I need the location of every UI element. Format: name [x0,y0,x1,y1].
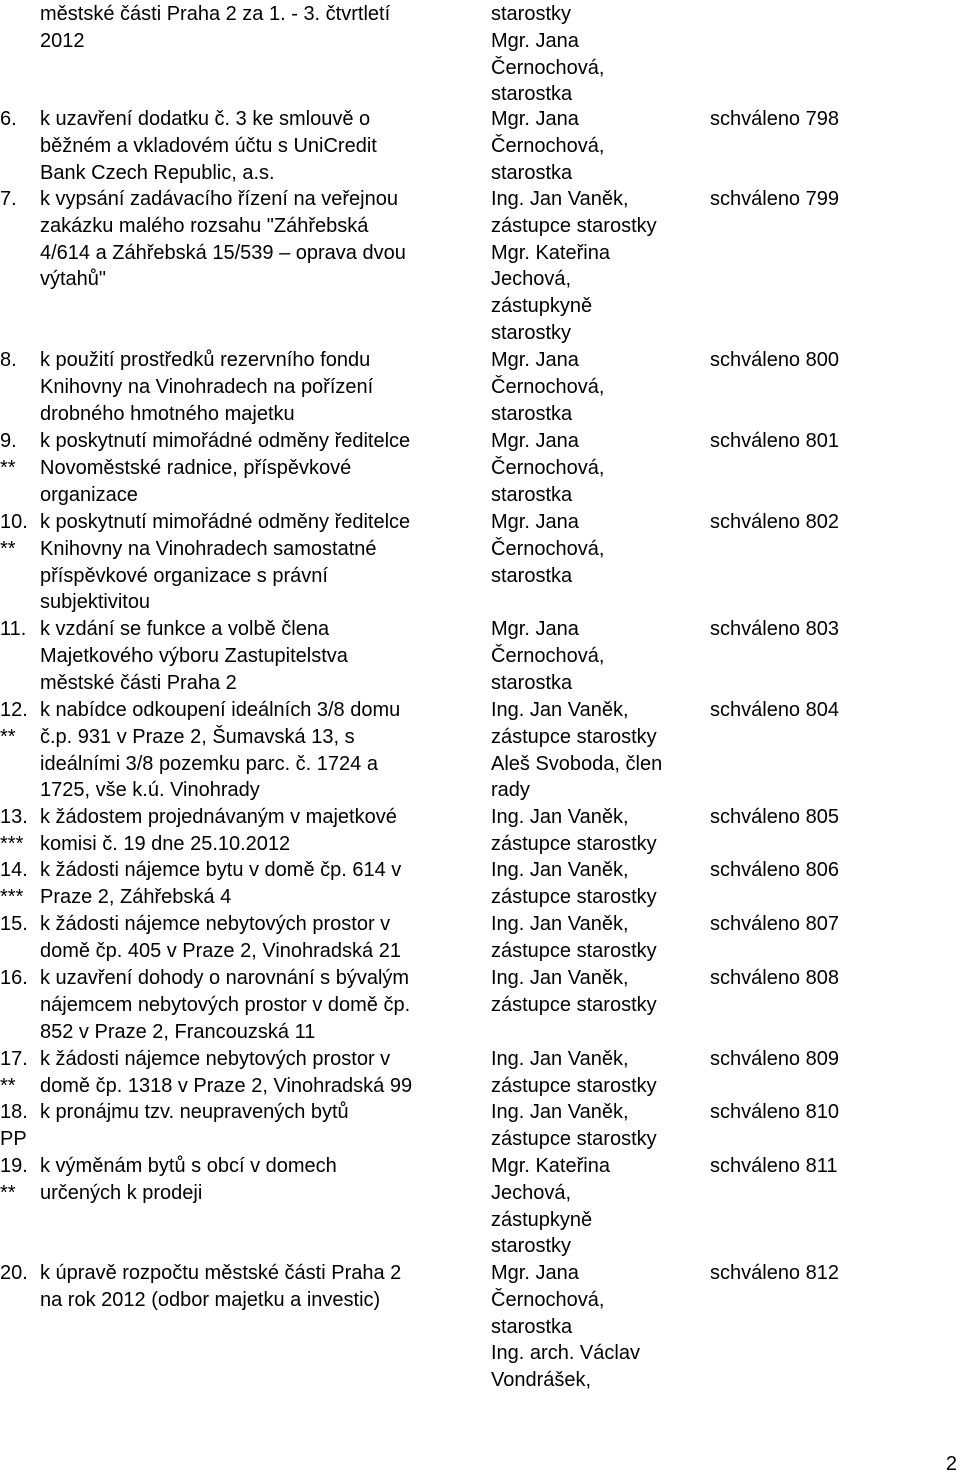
presenter-line: Ing. Jan Vaněk, [491,1048,629,1070]
page-number: 2 [945,1453,957,1475]
item-number [0,1046,40,1100]
presenter [491,804,701,858]
presenter [491,1260,701,1394]
presenter-line: zástupce starostky [491,993,657,1016]
resolution-result: schváleno 803 [710,618,839,640]
resolution-subject-line: domě čp. 405 v Praze 2, Vinohradská 21 [40,939,401,962]
presenter-line: starostka [491,83,573,106]
presenter-line: Mgr. Jana [491,349,579,371]
resolution-subject [40,1260,480,1314]
resolution-result: schváleno 802 [710,511,839,533]
resolution-result: schváleno 808 [710,967,839,989]
item-number [0,697,40,751]
presenter-line: Mgr. Jana [491,430,579,452]
presenter-line: rady [491,779,530,802]
resolution-subject-line: Majetkového výboru Zastupitelstva [40,644,348,667]
resolution-subject-line: k úpravě rozpočtu městské části Praha 2 [40,1262,402,1284]
resolution-subject-line: k vzdání se funkce a volbě člena [40,618,330,640]
item-number-line: 10. [0,511,28,533]
presenter-line: Vondrášek, [491,1369,592,1392]
item-number [0,428,40,482]
item-number-line: 7. [0,188,17,210]
presenter-line: zástupce starostky [491,885,657,908]
resolution-subject-line: k žádostem projednávaným v majetkové [40,806,397,828]
presenter-line: Ing. Jan Vaněk, [491,188,629,210]
resolution-subject [40,186,480,293]
presenter [491,1,701,108]
resolution-subject-line: k žádosti nájemce bytu v domě čp. 614 v [40,859,402,881]
presenter-line: Ing. Jan Vaněk, [491,967,629,989]
presenter-line: Černochová, [491,375,605,398]
presenter-line: starostka [491,402,573,425]
presenter-line: Ing. Jan Vaněk, [491,699,629,721]
resolution-subject [40,911,480,965]
resolution-result: schváleno 805 [710,806,839,828]
item-number-line: 9. [0,430,17,452]
item-number-line: 8. [0,349,17,371]
presenter-line: zástupkyně [491,1208,593,1231]
resolution-subject-line: zakázku malého rozsahu "Záhřebská [40,214,369,237]
resolution-result: schváleno 800 [710,349,839,371]
presenter [491,911,701,965]
resolution-subject [40,106,480,186]
item-number [0,1260,40,1287]
presenter-line: starostka [491,483,573,506]
presenter-line: Aleš Svoboda, člen [491,752,663,775]
resolution-result: schváleno 807 [710,913,839,935]
presenter-line: Mgr. Jana [491,511,579,533]
resolution-subject [40,1046,480,1100]
presenter-line: Mgr. Kateřina [491,241,610,264]
item-number [0,186,40,213]
presenter-line: Mgr. Jana [491,29,579,52]
presenter-line: Ing. Jan Vaněk, [491,859,629,881]
presenter [491,857,701,911]
resolution-subject-line: Knihovny na Vinohradech samostatné [40,537,377,560]
presenter [491,347,701,427]
resolution-subject [40,347,480,427]
item-number-line: 17. [0,1048,28,1070]
presenter [491,186,701,347]
resolution-subject-line: k uzavření dohody o narovnání s bývalým [40,967,410,989]
item-number-line: ** [0,456,16,479]
resolution-subject-line: Novoměstské radnice, příspěvkové [40,456,352,479]
resolution-subject-line: drobného hmotného majetku [40,402,295,425]
presenter-line: starostky [491,3,572,25]
resolution-subject-line: 4/614 a Záhřebská 15/539 – oprava dvou [40,241,406,264]
presenter-line: Mgr. Jana [491,618,579,640]
resolution-result: schváleno 810 [710,1101,839,1123]
item-number-line: 14. [0,859,28,881]
presenter-line: Mgr. Jana [491,1262,579,1284]
presenter [491,428,701,508]
item-number-line: *** [0,832,24,855]
resolution-subject [40,697,480,804]
presenter-line: zástupce starostky [491,939,657,962]
item-number-line: ** [0,1181,16,1204]
resolution-subject [40,1099,480,1126]
item-number [0,1099,40,1153]
item-number-line: 19. [0,1155,28,1177]
resolution-subject-line: k poskytnutí mimořádné odměny ředitelce [40,430,411,452]
resolution-subject-line: k uzavření dodatku č. 3 ke smlouvě o [40,108,371,130]
resolution-result: schváleno 801 [710,430,839,452]
presenter [491,509,701,589]
resolution-subject-line: subjektivitou [40,591,151,614]
presenter-line: Mgr. Kateřina [491,1155,610,1177]
presenter-line: Černochová, [491,56,605,79]
presenter-line: zástupce starostky [491,832,657,855]
item-number-line: PP [0,1127,27,1150]
item-number-line: 16. [0,967,28,989]
resolution-result: schváleno 811 [710,1155,838,1177]
resolution-subject-line: nájemcem nebytových prostor v domě čp. [40,993,411,1016]
resolution-result: schváleno 806 [710,859,839,881]
item-number [0,106,40,133]
resolution-subject-line: běžném a vkladovém účtu s UniCredit [40,134,377,157]
resolution-subject-line: k vypsání zadávacího řízení na veřejnou [40,188,398,210]
resolution-subject [40,509,480,616]
item-number-line: 11. [0,618,27,640]
resolution-subject-line: k použití prostředků rezervního fondu [40,349,371,371]
resolution-subject-line: výtahů" [40,268,107,291]
presenter-line: zástupce starostky [491,1074,657,1097]
resolution-subject-line: městské části Praha 2 [40,671,237,694]
resolution-subject-line: 1725, vše k.ú. Vinohrady [40,779,260,802]
item-number-line: ** [0,537,16,560]
item-number-line: *** [0,885,24,908]
resolution-subject [40,857,480,911]
resolution-subject [40,1153,480,1207]
presenter-line: starostky [491,1235,572,1258]
resolution-subject-line: komisi č. 19 dne 25.10.2012 [40,832,291,855]
resolution-subject-line: určených k prodeji [40,1181,203,1204]
item-number [0,911,40,938]
resolution-subject-line: domě čp. 1318 v Praze 2, Vinohradská 99 [40,1074,413,1097]
presenter [491,965,701,1019]
presenter [491,1153,701,1260]
presenter-line: Ing. Jan Vaněk, [491,913,629,935]
resolution-subject-line: k pronájmu tzv. neupravených bytů [40,1101,349,1123]
resolution-subject-line: ideálními 3/8 pozemku parc. č. 1724 a [40,752,378,775]
resolution-result: schváleno 809 [710,1048,839,1070]
resolution-subject-line: organizace [40,483,138,506]
presenter-line: starostky [491,321,572,344]
resolution-subject-line: městské části Praha 2 za 1. - 3. čtvrtletí [40,3,391,25]
item-number-line: 15. [0,913,28,935]
item-number [0,509,40,563]
presenter-line: Mgr. Jana [491,108,579,130]
presenter-line: Černochová, [491,537,605,560]
resolution-subject-line: Knihovny na Vinohradech na pořízení [40,375,374,398]
presenter-line: Ing. Jan Vaněk, [491,806,629,828]
presenter-line: starostka [491,1315,573,1338]
resolution-subject [40,428,480,508]
presenter-line: zástupce starostky [491,1127,657,1150]
resolution-subject-line: k výměnám bytů s obcí v domech [40,1155,337,1177]
presenter-line: Jechová, [491,268,572,291]
resolution-subject-line: 852 v Praze 2, Francouzská 11 [40,1020,316,1043]
resolution-subject-line: k žádosti nájemce nebytových prostor v [40,913,391,935]
item-number-line: 18. [0,1101,28,1123]
item-number [0,857,40,911]
presenter-line: starostka [491,564,573,587]
presenter [491,1099,701,1153]
resolution-subject-line: k žádosti nájemce nebytových prostor v [40,1048,391,1070]
resolution-subject [40,965,480,1045]
presenter-line: Ing. arch. Václav [491,1342,640,1365]
item-number [0,616,40,643]
resolution-subject-line: k nabídce odkoupení ideálních 3/8 domu [40,699,401,721]
presenter-line: starostka [491,671,573,694]
item-number-line: 20. [0,1262,28,1284]
presenter-line: Černochová, [491,134,605,157]
presenter-line: zástupce starostky [491,214,657,237]
resolution-result: schváleno 799 [710,188,839,210]
presenter-line: Ing. Jan Vaněk, [491,1101,629,1123]
item-number [0,1153,40,1207]
item-number-line: 12. [0,699,28,721]
resolution-result: schváleno 812 [710,1262,839,1284]
resolution-subject-line: Bank Czech Republic, a.s. [40,161,275,184]
presenter-line: Jechová, [491,1181,572,1204]
presenter-line: zástupce starostky [491,725,657,748]
presenter [491,616,701,696]
resolution-subject-line: příspěvkové organizace s právní [40,564,328,587]
resolution-subject-line: 2012 [40,29,85,52]
resolution-subject [40,804,480,858]
resolution-subject [40,616,480,696]
presenter [491,697,701,804]
item-number-line: 6. [0,108,17,130]
item-number [0,804,40,858]
resolution-subject [40,1,480,55]
presenter [491,106,701,186]
presenter-line: Černochová, [491,644,605,667]
resolution-result: schváleno 798 [710,108,839,130]
resolution-subject-line: k poskytnutí mimořádné odměny ředitelce [40,511,411,533]
presenter-line: Černochová, [491,456,605,479]
presenter-line: Černochová, [491,1288,605,1311]
item-number [0,347,40,374]
presenter [491,1046,701,1100]
resolution-subject-line: na rok 2012 (odbor majetku a investic) [40,1288,381,1311]
item-number-line: 13. [0,806,28,828]
item-number [0,965,40,992]
resolution-result: schváleno 804 [710,699,839,721]
presenter-line: starostka [491,161,573,184]
presenter-line: zástupkyně [491,295,593,318]
resolution-subject-line: Praze 2, Záhřebská 4 [40,885,232,908]
item-number-line: ** [0,725,16,748]
resolution-subject-line: č.p. 931 v Praze 2, Šumavská 13, s [40,725,355,748]
item-number-line: ** [0,1074,16,1097]
